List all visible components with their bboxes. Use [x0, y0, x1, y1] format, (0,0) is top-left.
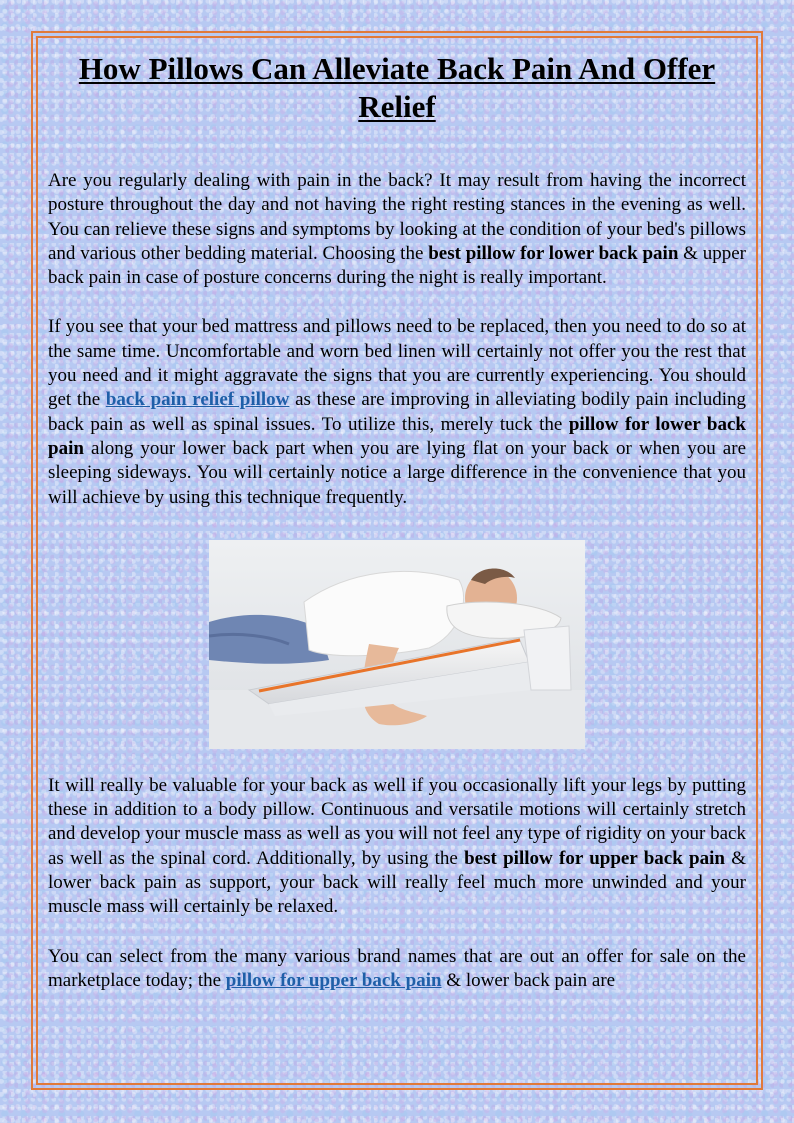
- paragraph-2-text-b: as these are improving in alleviating bodily pain including back pain as well as spinal issues. To utilize this, merely tuck the: [48, 389, 746, 435]
- photo-illustration: [209, 540, 585, 749]
- document-body: [48, 50, 746, 1085]
- paragraph-3: [48, 774, 746, 920]
- paragraph-4-text-b: & lower back pain are: [441, 969, 616, 991]
- paragraph-1: [48, 169, 746, 290]
- paragraph-3-text-a: It will really be valuable for your back as well if you occasionally lift your legs by putting these in addition to a body pillow. Continuous and versatile motions will certainly stretch and develop your muscle mass as well as you will not feel any type of rigidity on your back as well as the spinal cord. Additionally, by using the: [48, 774, 746, 869]
- paragraph-1-text-b: & upper back pain in case of posture concerns during the night is really important.: [48, 242, 746, 289]
- keyword-pillow-lower-back: pillow for lower back pain: [48, 413, 746, 459]
- paragraph-3-text-b: & lower back pain as support, your back will really feel much more unwinded and your muscle mass will certainly be relaxed.: [48, 847, 746, 918]
- paragraph-2: [48, 315, 746, 509]
- page-title: How Pillows Can Alleviate Back Pain And Offer Relief: [78, 51, 716, 124]
- photo-man-sleeping-wedge-pillow: [209, 540, 585, 749]
- link-back-pain-relief-pillow[interactable]: back pain relief pillow: [105, 389, 290, 411]
- paragraph-4-text-a: You can select from the many various brand names that are out an offer for sale on the marketplace today; the: [48, 945, 746, 991]
- paragraph-2-text-a: If you see that your bed mattress and pillows need to be replaced, then you need to do so at the same time. Uncomfortable and worn bed linen will certainly not offer you the rest that you need and it might aggravate the signs that you are currently experiencing. You should get the: [48, 316, 746, 411]
- link-pillow-upper-back-pain[interactable]: pillow for upper back pain: [225, 969, 442, 991]
- figure-container: [48, 540, 746, 749]
- paragraph-2-text-c: along your lower back part when you are lying flat on your back or when you are sleeping sideways. You will certainly notice a large difference in the convenience that you will achieve by using this technique frequently.: [48, 437, 746, 508]
- paragraph-1-text-a: Are you regularly dealing with pain in the back? It may result from having the incorrect posture throughout the day and not having the right resting stances in the evening as well. You can relieve these signs and symptoms by looking at the condition of your bed's pillows and various other bedding material. Choosing the: [48, 170, 746, 264]
- keyword-best-pillow-upper-back: best pillow for upper back pain: [464, 847, 725, 869]
- keyword-best-pillow-lower-back: best pillow for lower back pain: [428, 242, 679, 264]
- paragraph-4: [48, 945, 746, 994]
